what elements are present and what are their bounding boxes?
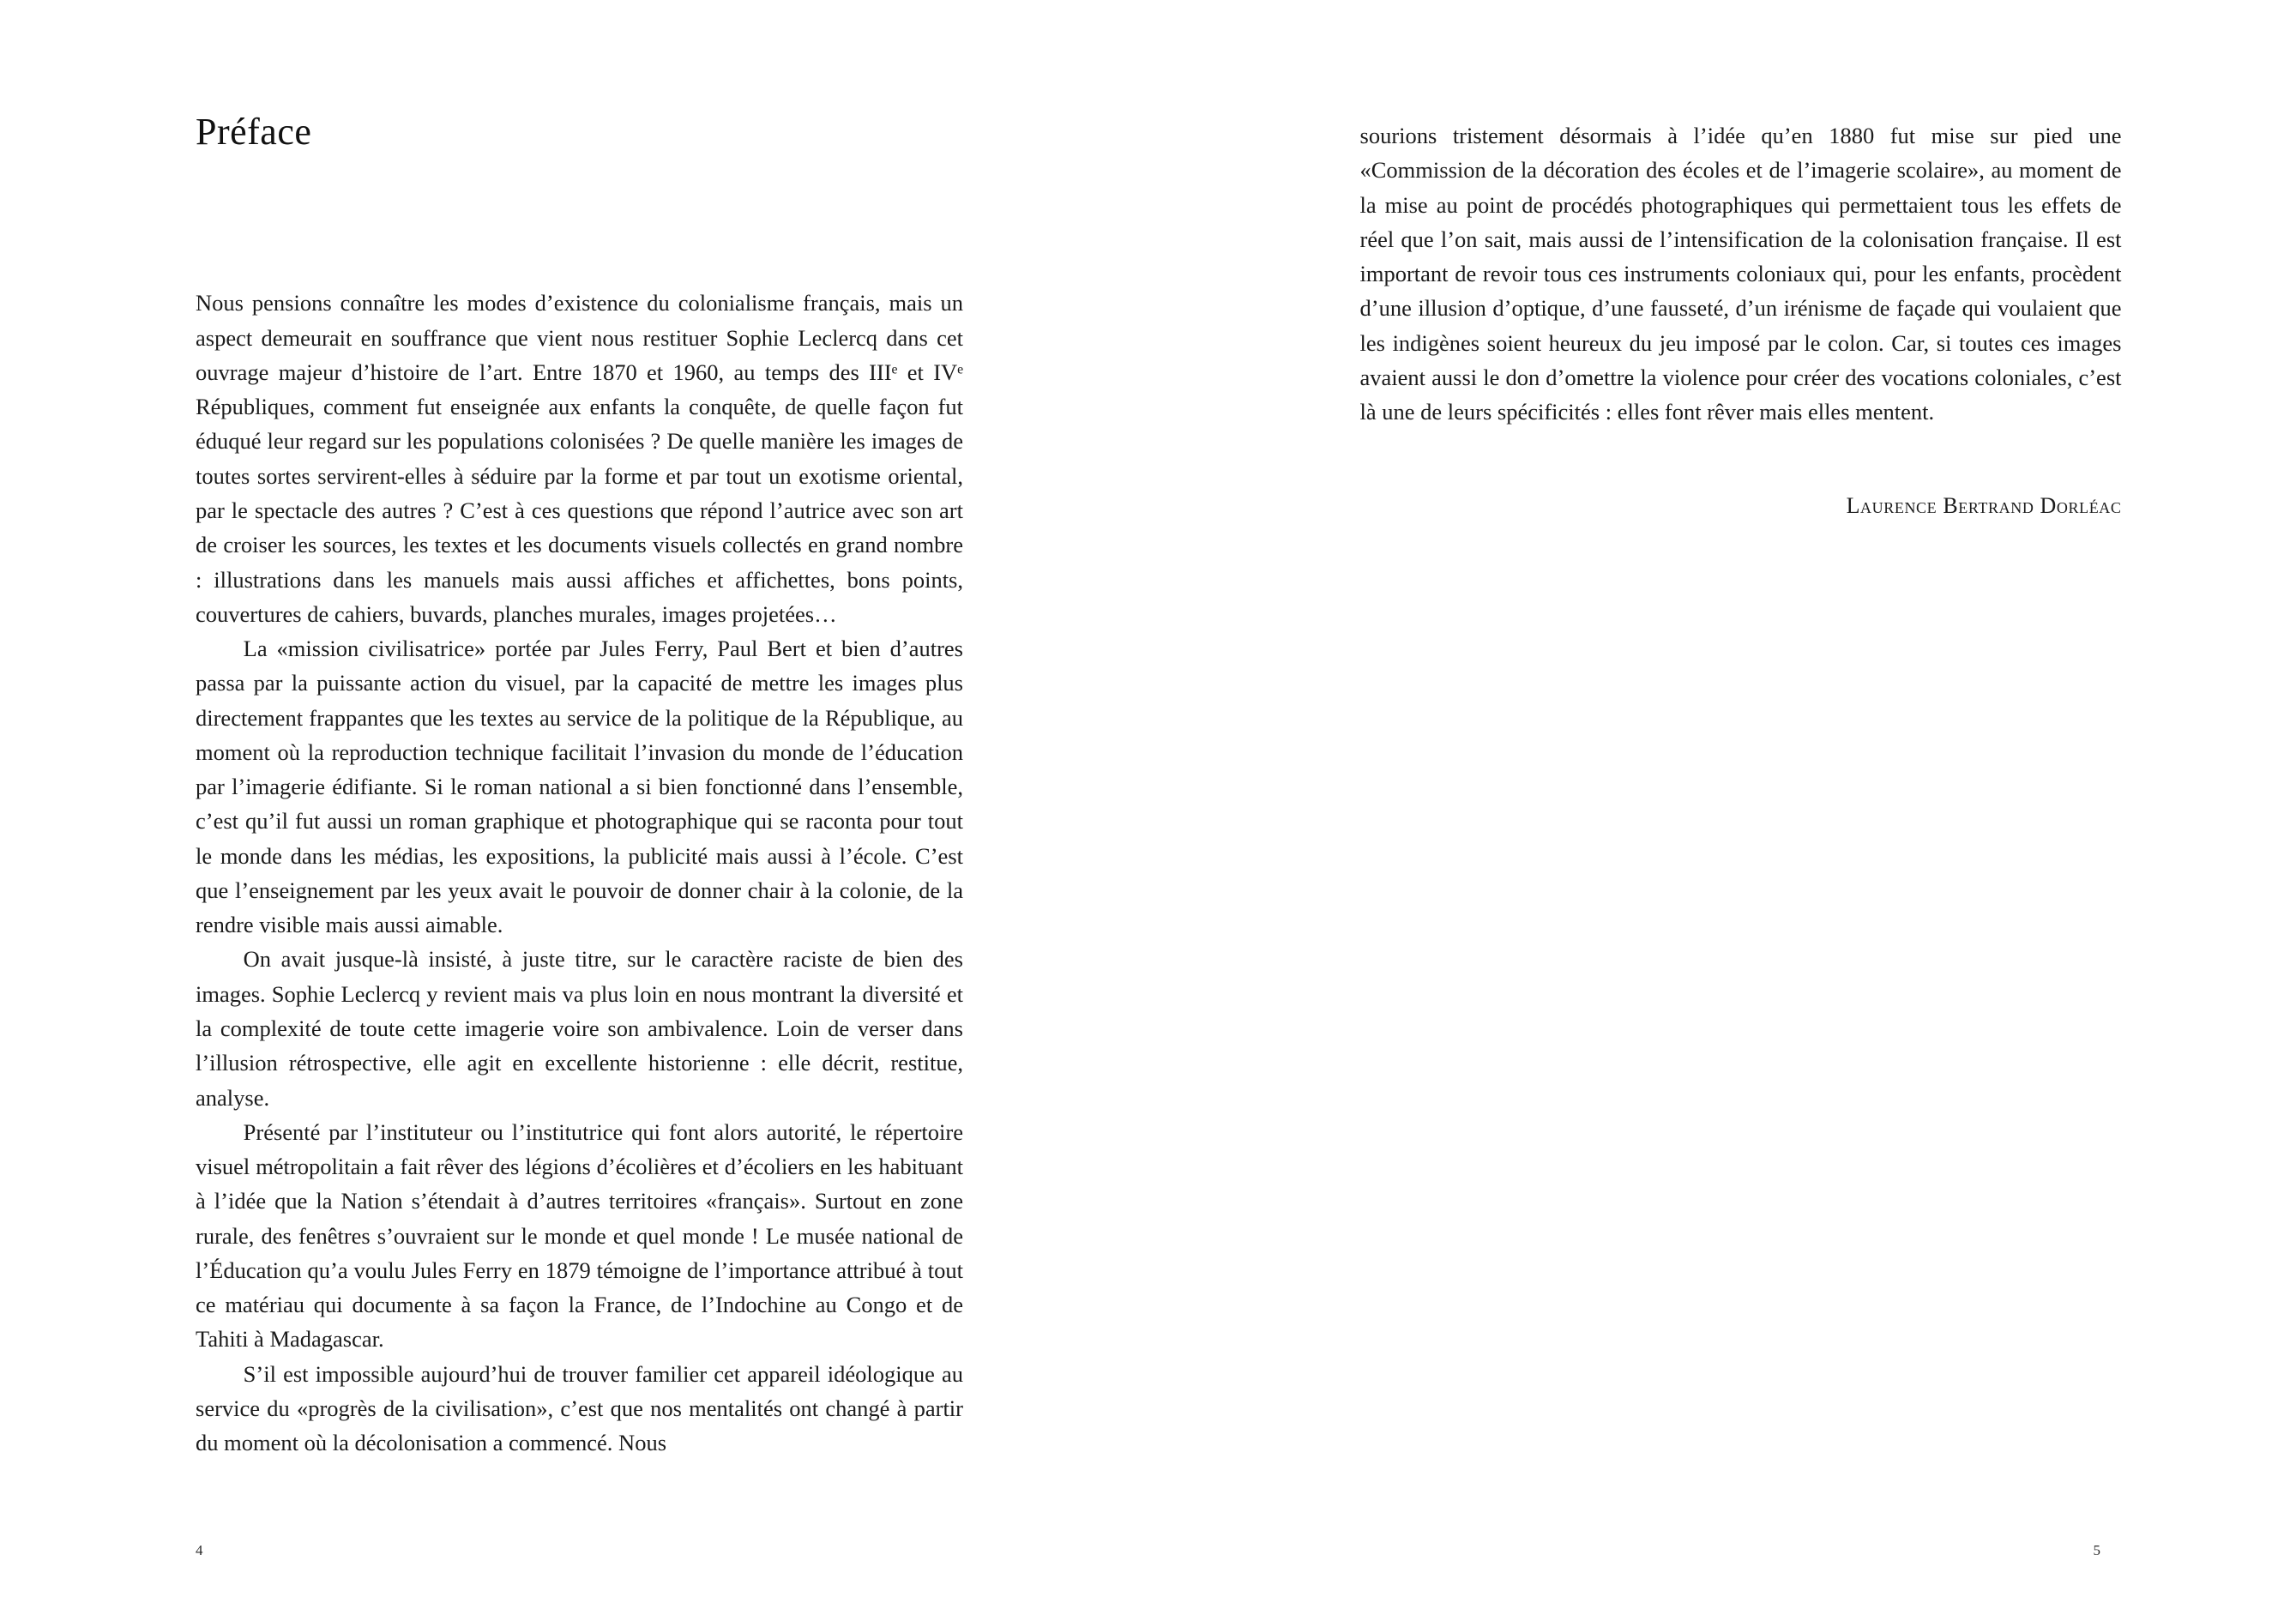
right-body-text (1360, 118, 2122, 429)
paragraph: Présenté par l’instituteur ou l’institutrice qui font alors autorité, le répertoire visuel métropolitain a fait rêver des légions d’écolières et d’écoliers en les habituant à l’idée que la Nation s’étendait à d’autres territoires «français». Surtout en zone rurale, des fenêtres s’ouvraient sur le monde et quel monde ! Le musée national de l’Éducation qu’a voulu Jules Ferry en 1879 témoigne de l’importance attribué à tout ce matériau qui documente à sa façon la France, de l’Indochine au Congo et de Tahiti à Madagascar. (196, 1118, 963, 1353)
right-text-block (1360, 118, 2122, 519)
paragraph: On avait jusque-là insisté, à juste titre, sur le caractère raciste de bien des images. Sophie Leclercq y revient mais va plus loin en nous montrant la diversité et la complexité de toute cette imagerie voire son ambivalence. Loin de verser dans l’illusion rétrospective, elle agit en excellente historienne : elle décrit, restitue, analyse. (196, 946, 963, 1111)
left-text-block (196, 111, 963, 1460)
paragraph: S’il est impossible aujourd’hui de trouver familier cet appareil idéologique au service du «progrès de la civilisation», c’est que nos mentalités ont changé à partir du moment où la décolonisation a commencé. Nous (196, 1360, 963, 1456)
paragraph: sourions tristement désormais à l’idée qu’en 1880 fut mise sur pied une «Commission de la décoration des écoles et de l’imagerie scolaire», au moment de la mise au point de procédés photographiques qui permettaient tous les effets de réel que l’on sait, mais aussi de l’intensification de la colonisation française. Il est important de revoir tous ces instruments coloniaux qui, pour les enfants, procèdent d’une illusion d’optique, d’une fausseté, d’un irénisme de façade qui voulaient que les indigènes soient heureux du jeu imposé par le colon. Car, si toutes ces images avaient aussi le don d’omettre la violence pour créer des vocations coloniales, c’est là une de leurs spécificités : elles font rêver mais elles mentent. (1359, 123, 2122, 425)
left-body-text (196, 286, 963, 1460)
paragraph: La «mission civilisatrice» portée par Jules Ferry, Paul Bert et bien d’autres passa par la puissante action du visuel, par la capacité de mettre les images plus directement frappantes que les textes au service de la politique de la République, au moment où la reproduction technique facilitait l’invasion du monde de l’éducation par l’imagerie édifiante. Si le roman national a si bien fonctionné dans l’ensemble, c’est qu’il fut aussi un roman graphique et photographique qui se raconta pour tout le monde dans les médias, les expositions, la publicité mais aussi à l’école. C’est que l’enseignement par les yeux avait le pouvoir de donner chair à la colonie, de la rendre visible mais aussi aimable. (196, 636, 963, 938)
right-page (1148, 0, 2296, 1621)
folio-left: 4 (196, 1542, 203, 1558)
author-signature: Laurence Bertrand Dorléac (1846, 493, 2122, 519)
folio-right: 5 (2093, 1542, 2100, 1558)
page-title: Préface (196, 111, 312, 153)
paragraph: Nous pensions connaître les modes d’existence du colonialisme français, mais un aspect demeurait en souffrance que vient nous restituer Sophie Leclercq dans cet ouvrage majeur d’histoire de l’art. Entre 1870 et 1960, au temps des IIIᵉ et IVᵉ Républiques, comment fut enseignée aux enfants la conquête, de quelle façon fut éduqué leur regard sur les populations colonisées ? De quelle manière les images de toutes sortes servirent-elles à séduire par la forme et par tout un exotisme oriental, par le spectacle des autres ? C’est à ces questions que répond l’autrice avec son art de croiser les sources, les textes et les documents visuels collectés en grand nombre : illustrations dans les manuels mais aussi affiches et affichettes, bons points, couvertures de cahiers, buvards, planches murales, images projetées… (196, 290, 963, 627)
